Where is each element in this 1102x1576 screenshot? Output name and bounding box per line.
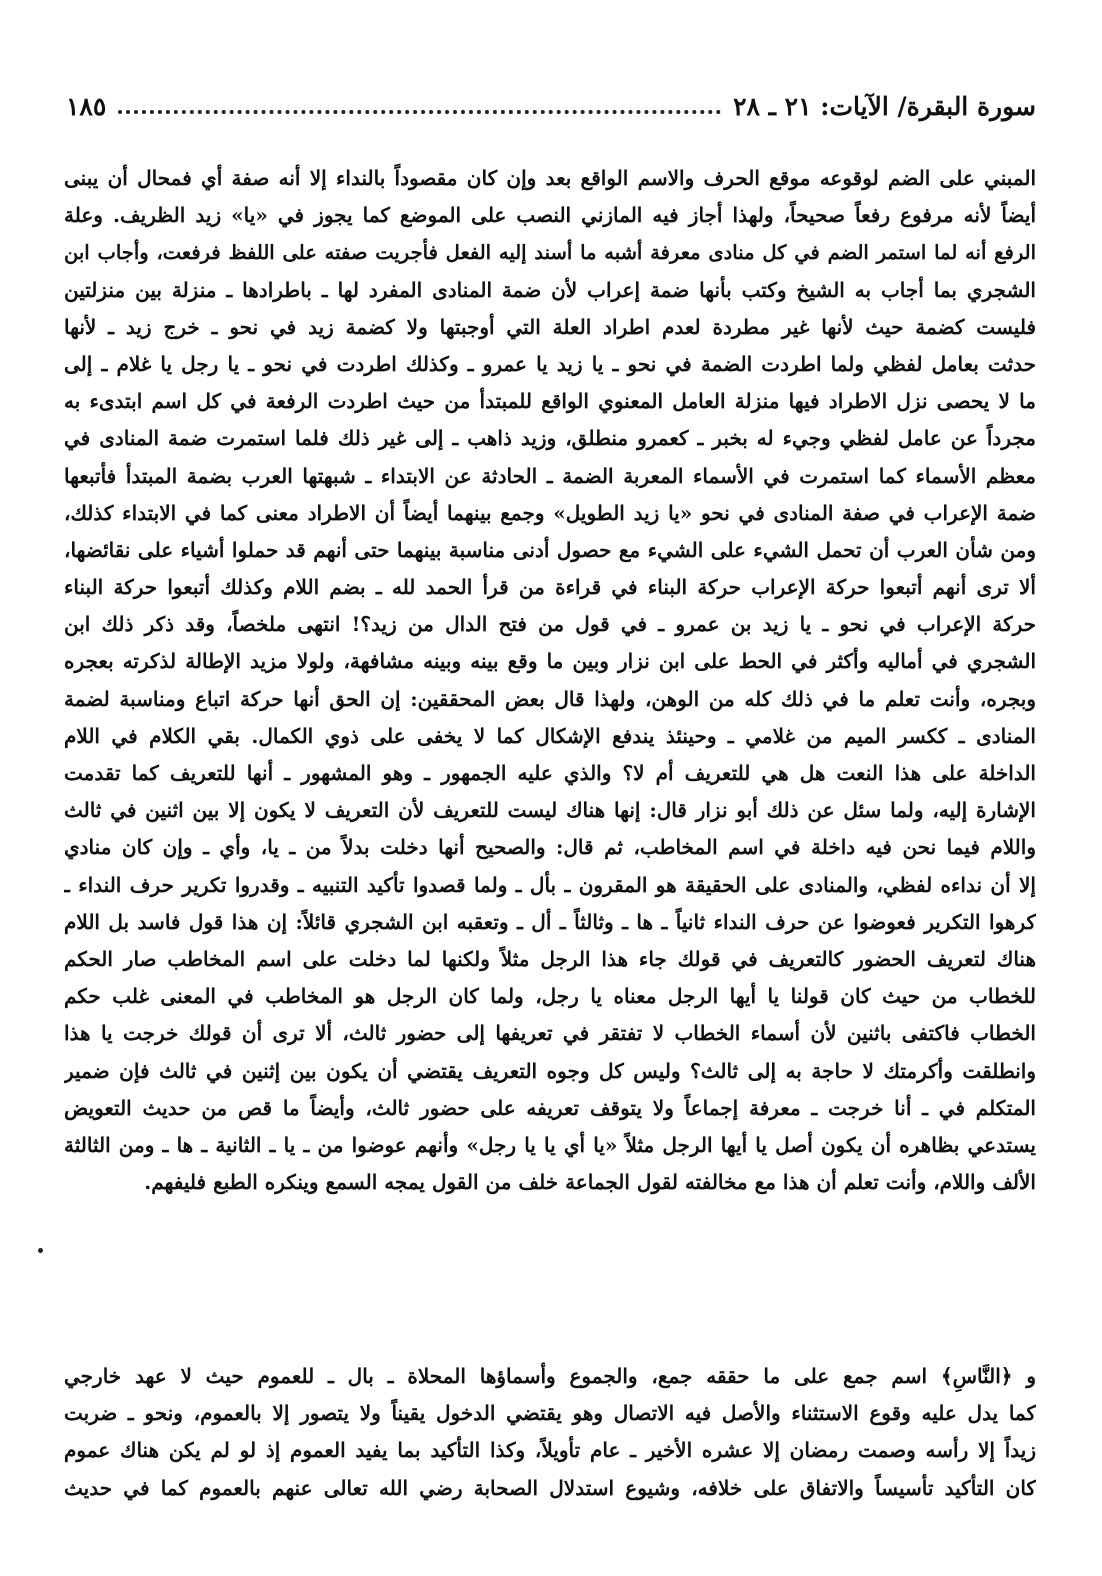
text-line: أيضاً لأنه مرفوع رفعاً صحيحاً، ولهذا أجاز فيه المازني النصب على الموضع كما يجوز في «يا» زيد الظريف. وعلة	[64, 203, 1036, 228]
text-line: الشجري في أماليه وأكثر في الحط على ابن نزار وبين ما وقع بينه وبينه مشافهة، ولولا مزيد الإطالة لذكرته بعجره	[64, 649, 1036, 674]
text-line: وانطلقت وأكرمتك لا حاجة به إلى ثالث؟ وليس كل وجوه التعريف يقتضي أن يكون بين إثنين في ثالث فإن ضمير	[64, 1058, 1036, 1083]
text-line: وبجره، وأنت تعلم ما في ذلك كله من الوهن، ولهذا قال بعض المحققين: إن الحق أنها حركة اتباع ومناسبة لضمة	[64, 686, 1036, 711]
text-line: حدثت بعامل لفظي ولما اطردت الضمة في نحو ـ يا زيد يا عمرو ـ وكذلك اطردت في نحو ـ يا رجل يا غلام ـ إلى	[64, 351, 1036, 376]
text-line: مجرداً عن عامل لفظي وجيء له بخبر ـ كعمرو منطلق، وزيد ذاهب ـ إلى غير ذلك فلما استمرت ضمة المنادى في	[64, 426, 1036, 451]
text-line: ومن شأن العرب أن تحمل الشيء على الشيء مع حصول أدنى مناسبة بينهما حتى أنهم قد حملوا أشياء على نقائضها،	[64, 537, 1036, 562]
text-line: الإشارة إليه، ولما سئل عن ذلك أبو نزار قال: إنها هناك ليست للتعريف لأن التعريف لا يكون إلا بين اثنين في ثالث	[64, 798, 1036, 823]
header-title: سورة البقرة/ الآيات: ٢١ ـ ٢٨	[733, 92, 1036, 121]
text-line: الرفع أنه لما استمر الضم في كل منادى معرفة أشبه ما أسند إليه الفعل فأجريت صفته على اللفظ فرفعت، وأجاب ابن	[64, 241, 1036, 265]
text-line: هناك لتعريف الحضور كالتعريف في قولك جاء هذا الرجل مثلاً ولكنها لما دخلت على اسم المخاطب صار الحكم	[64, 946, 1036, 971]
text-line: المنادى ـ ككسر الميم من غلامي ـ وحينئذ يندفع الإشكال كما لا يخفى على ذوي الكمال. بقي الكلام في اللام	[64, 723, 1036, 748]
text-line: الألف واللام، وأنت تعلم أن هذا مع مخالفته لقول الجماعة خلف من القول يمجه السمع وينكره الطبع فليفهم.	[144, 1170, 1036, 1195]
text-line: كما يدل عليه وقوع الاستثناء والأصل فيه الاتصال وهو يقتضي الدخول يقيناً ولا يتصور إلا بالعموم، ونحو ـ ضربت	[64, 1401, 1036, 1426]
text-line: كان التأكيد تأسيساً والاتفاق على خلافه، وشيوع استدلال الصحابة رضي الله تعالى عنهم بالعموم كما في حديث	[64, 1475, 1036, 1500]
text-line: معظم الأسماء كما استمرت في الأسماء المعربة الضمة ـ الحادثة عن الابتداء ـ شبهتها العرب بضمة المبتدأ فأتبعها	[64, 463, 1036, 488]
text-line: للخطاب من حيث كان قولنا يا أيها الرجل معناه يا رجل، ولما كان الرجل هو المخاطب في المعنى غلب حكم	[64, 984, 1036, 1009]
text-line: إلا أن نداءه لفظي، والمنادى على الحقيقة هو المقرون ـ بأل ـ ولما قصدوا تأكيد التنبيه ـ وقدروا تكرير حرف النداء ـ	[64, 872, 1036, 897]
text-line: ألا ترى أنهم أتبعوا حركة الإعراب حركة البناء في قراءة من قرأ الحمد لله ـ بضم اللام وكذلك أتبعوا حركة البناء	[64, 575, 1036, 600]
running-header	[66, 82, 1036, 122]
header-dot-leader	[118, 110, 721, 114]
text-line: ضمة الإعراب في صفة المنادى في نحو «يا زيد الطويل» وجمع بينهما أيضاً أن الاطراد معنى كما في الابتداء كذلك،	[64, 500, 1036, 525]
paragraph-al-nas	[64, 1358, 1036, 1507]
text-line: و ﴿النَّاسِ﴾ اسم جمع على ما حققه جمع، والجموع وأسماؤها المحلاة ـ بال ـ للعموم حيث لا عهد خارجي	[64, 1364, 1036, 1388]
text-line: حركة الإعراب في نحو ـ يا زيد بن عمرو ـ في قول من فتح الدال من زيد؟! انتهى ملخصاً، وقد ذكر ذلك ابن	[64, 612, 1036, 637]
text-line: المتكلم في ـ أنا خرجت ـ معرفة إجماعاً ولا يتوقف تعريفه على حضور ثالث، وأيضاً ما قص من حديث التعويض	[64, 1095, 1036, 1120]
text-line: ما لا يحصى نزل الاطراد فيها منزلة العامل المعنوي الواقع للمبتدأ من حيث اطردت الرفعة في كل اسم ابتدىء به	[64, 389, 1036, 414]
text-line: فليست كضمة حيث لأنها غير مطردة لعدم اطراد العلة التي أوجبتها ولا كضمة زيد في نحو ـ خرج زيد ـ لأنها	[64, 314, 1036, 339]
text-line: الشجري بما أجاب به الشيخ وكتب بأنها ضمة إعراب لأن ضمة المنادى المفرد لها ـ باطرادها ـ منزلة بين منزلتين	[64, 277, 1036, 302]
text-line: زيداً إلا رأسه وصمت رمضان إلا عشره الأخير ـ عام تأويلاً، وكذا التأكيد بما يفيد العموم إذ لو لم يكن هناك عموم	[64, 1438, 1036, 1463]
text-line: المبني على الضم لوقوعه موقع الحرف والاسم الواقع بعد وإن كان مقصوداً بالنداء إلا أنه صفة أي فمحال أن يبنى	[64, 166, 1036, 190]
text-line: الخطاب فاكتفى باثنين لأن أسماء الخطاب لا تفتقر في تعريفها إلى حضور ثالث، ألا ترى أن قولك خرجت يا هذا	[64, 1021, 1036, 1046]
text-line: كرهوا التكرير فعوضوا عن حرف النداء ثانياً ـ ها ـ وثالثاً ـ أل ـ وتعقبه ابن الشجري قائلاً: إن هذا قول فاسد بل اللام	[64, 909, 1036, 934]
text-line: الداخلة على هذا النعت هل هي للتعريف أم لا؟ والذي عليه الجمهور ـ وهو المشهور ـ أنها للتعريف كما تقدمت	[64, 761, 1036, 785]
paragraph-commentary	[64, 160, 1036, 1201]
page-number: ١٨٥	[66, 92, 107, 121]
margin-dot	[38, 1248, 43, 1253]
text-line: واللام فيما نحن فيه داخلة في اسم المخاطب، ثم قال: والصحيح أنها دخلت بدلاً من ـ يا، وأي ـ وإن كان منادي	[64, 835, 1036, 860]
text-line: يستدعي بظاهره أن يكون أصل يا أيها الرجل مثلاً «يا أي يا يا رجل» وأنهم عوضوا من ـ يا ـ الثانية ـ ها ـ ومن الثالثة	[64, 1132, 1036, 1157]
